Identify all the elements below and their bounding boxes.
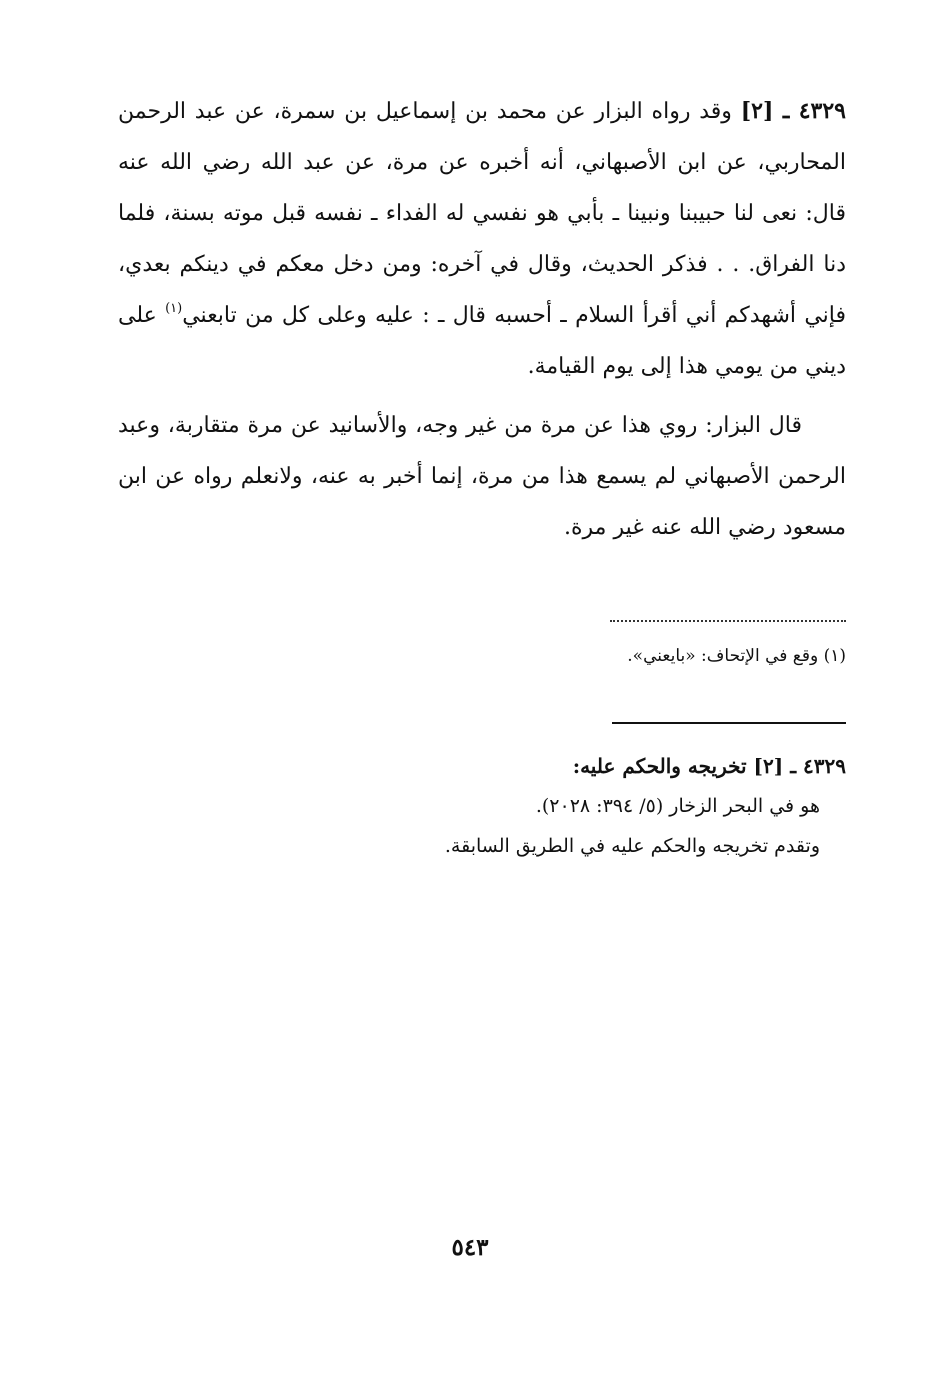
takhrij-line: هو في البحر الزخار (٥/ ٣٩٤: ٢٠٢٨).: [535, 795, 820, 817]
footnote-marker: (١): [165, 300, 183, 316]
main-text: [118, 86, 846, 553]
takhrij-heading: ٤٣٢٩ ـ [٢] تخريجه والحكم عليه:: [572, 754, 846, 778]
bazzar-comment-paragraph: قال البزار: روي هذا عن مرة من غير وجه، والأسانيد عن مرة متقاربة، وعبد الرحمن الأصبهاني لم يسمع هذا من مرة، إنما أخبر به عنه، ولانعلم رواه عن ابن مسعود رضي الله عنه غير مرة.: [118, 413, 846, 540]
hadith-text: وقد رواه البزار عن محمد بن إسماعيل بن سمرة، عن عبد الرحمن المحاربي، عن ابن الأصبهاني، أنه أخبره عن مرة، عن عبد الله رضي الله عنه قال: نعى لنا حبيبنا ونبينا ـ بأبي هو نفسي له الفداء ـ نفسه قبل موته بسنة، فلما دنا الفراق. . . فذكر الحديث، وقال في آخره: ومن دخل معكم في دينكم بعدي، فإني أشهدكم أني أقرأ السلام ـ أحسبه قال ـ : عليه وعلى كل من تابعني: [118, 99, 846, 328]
footnote-separator: [610, 620, 846, 622]
hadith-number: ٤٣٢٩ ـ [٢]: [740, 98, 846, 124]
footnote: [118, 640, 846, 672]
hadith-paragraph: [118, 86, 846, 392]
footnote-text: (١) وقع في الإتحاف: «بايعني».: [627, 646, 846, 666]
page-number: ٥٤٣: [451, 1234, 489, 1261]
takhrij-line: وتقدم تخريجه والحكم عليه في الطريق السابقة.: [444, 835, 820, 857]
section-divider: [612, 722, 846, 724]
hadith-text-end: على ديني من يومي هذا إلى يوم القيامة.: [118, 303, 846, 379]
takhrij-section: [118, 746, 846, 866]
